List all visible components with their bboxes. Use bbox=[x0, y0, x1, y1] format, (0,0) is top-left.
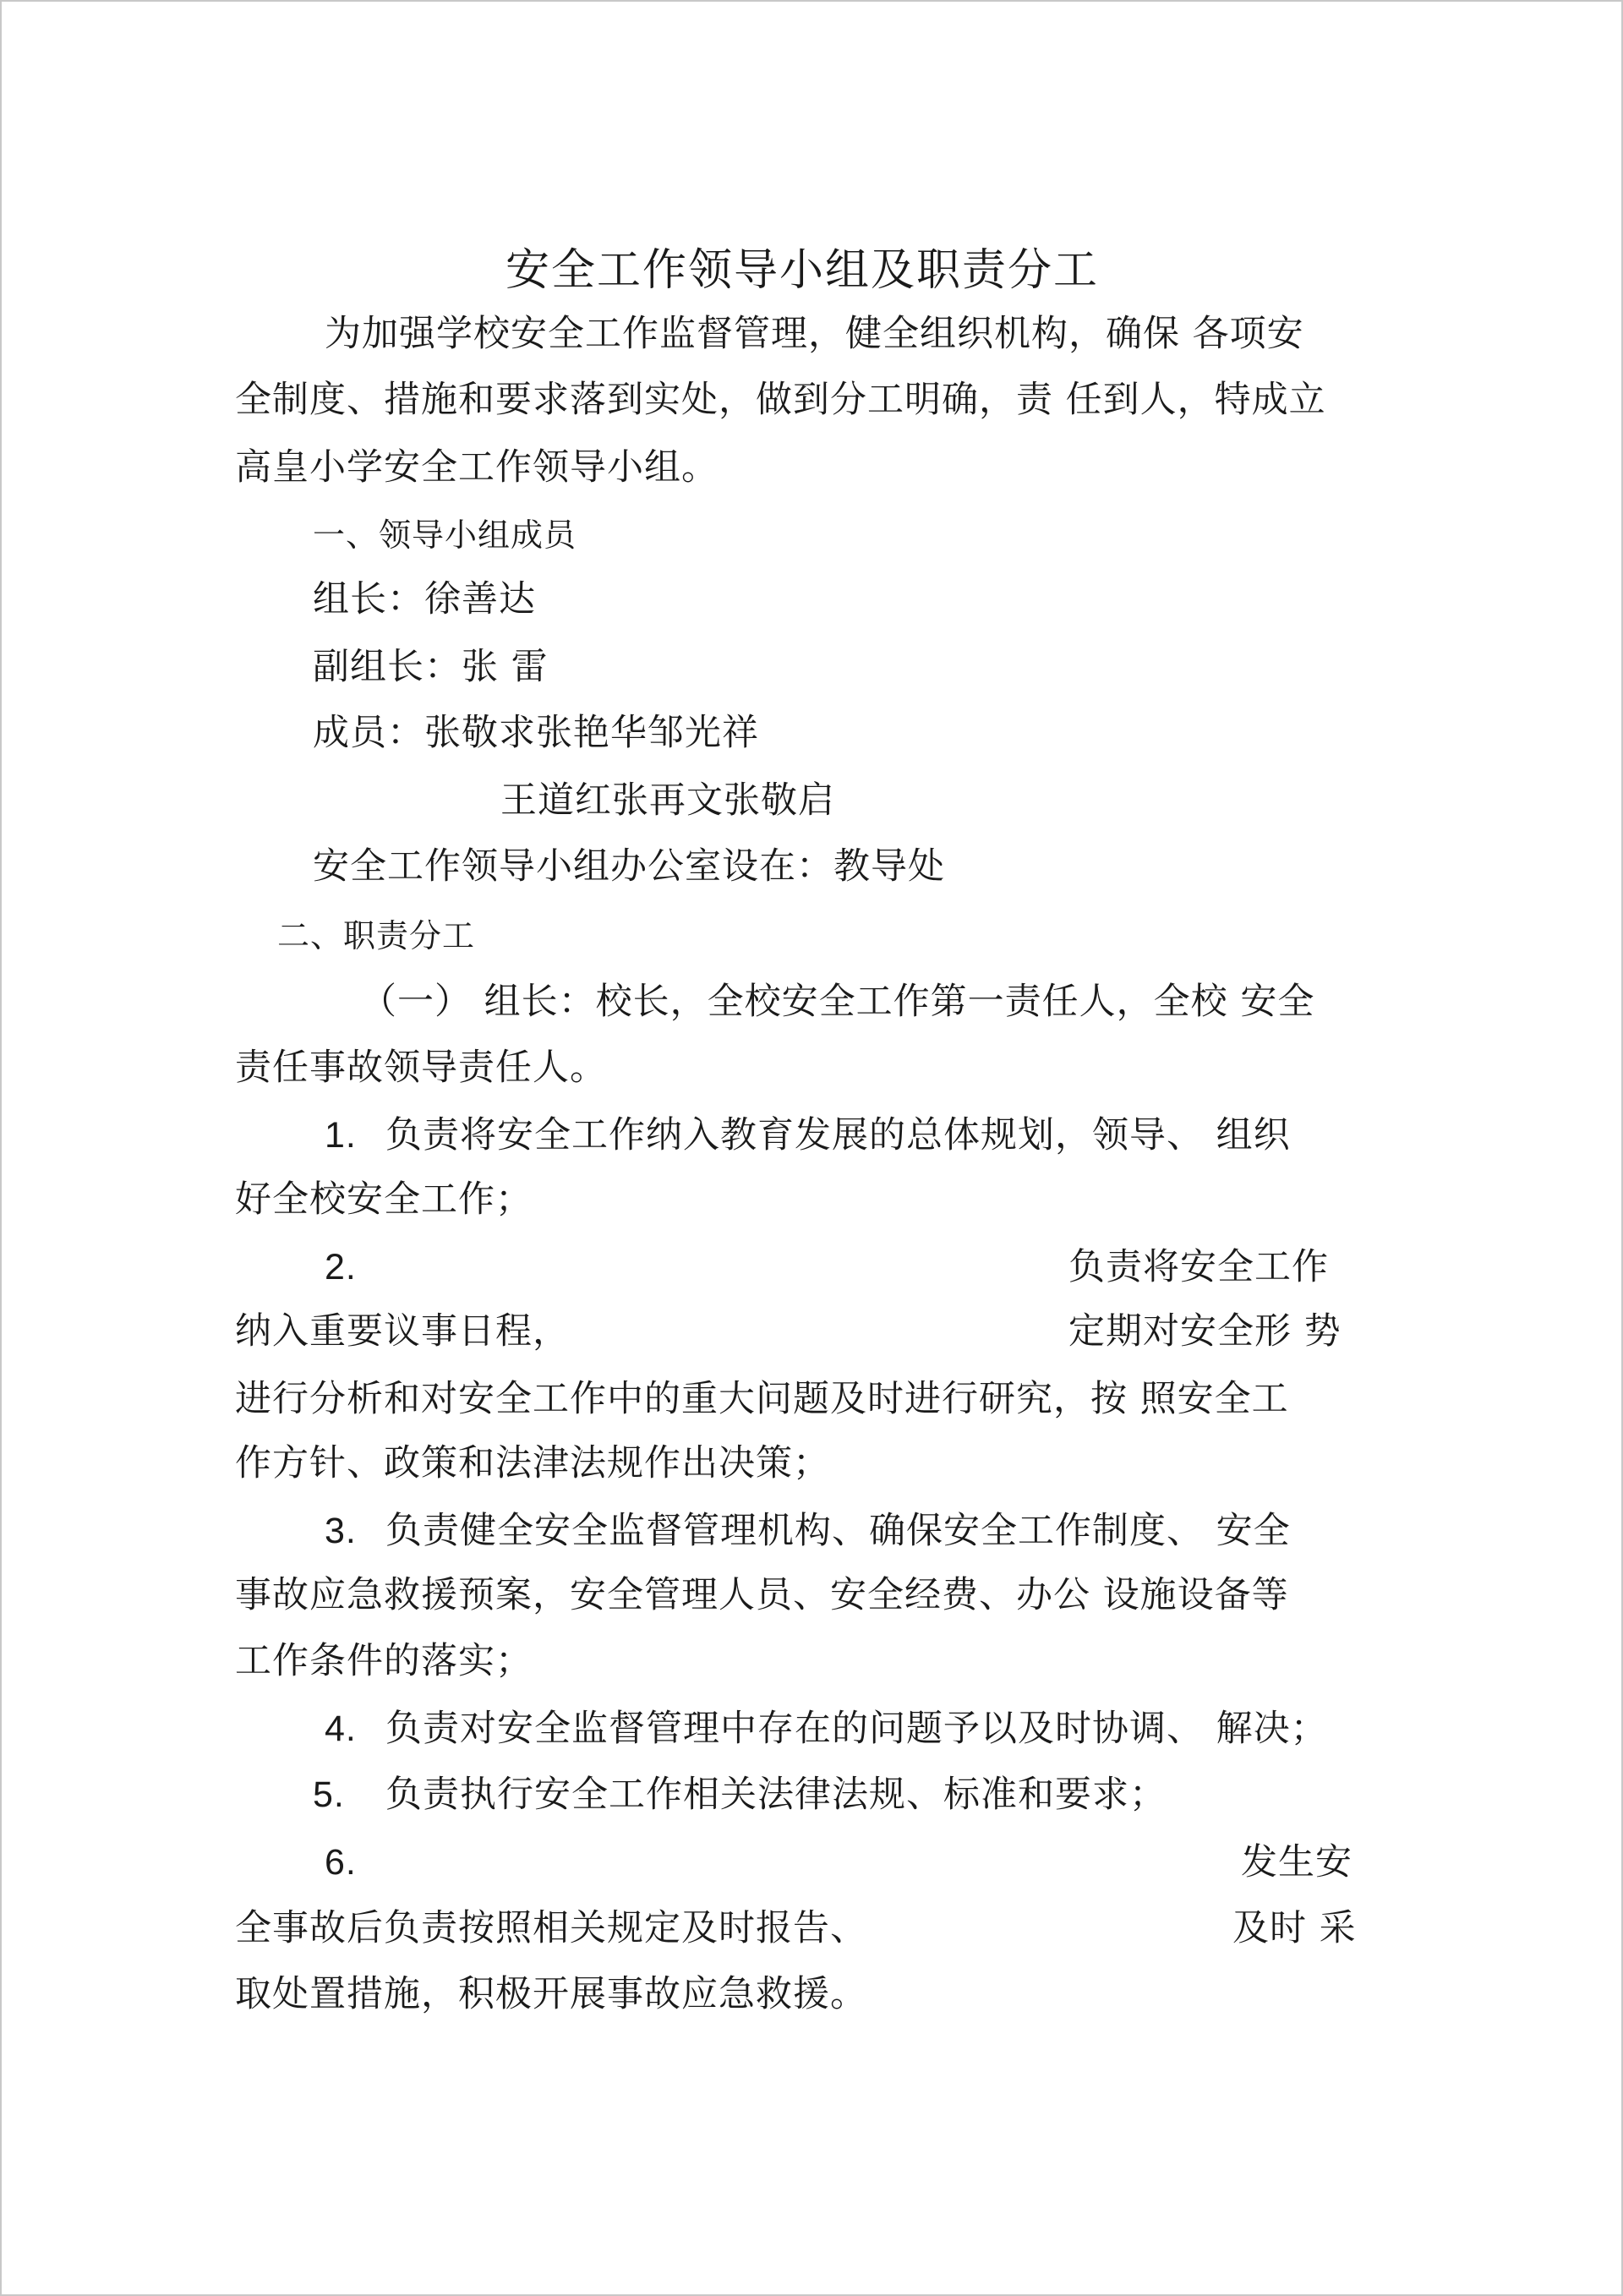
section-1-heading: 一、领导小组成员 bbox=[313, 517, 577, 554]
item-5-number: 5. bbox=[313, 1774, 345, 1815]
item-4-number: 4. bbox=[325, 1708, 357, 1749]
item-3-line-2: 事故应急救援预案，安全管理人员、安全经费、办公 设施设备等 bbox=[235, 1574, 1289, 1616]
section-2-heading: 二、职责分工 bbox=[277, 917, 476, 954]
item-6-number: 6. bbox=[325, 1842, 357, 1883]
item-6-line-1: 发生安 bbox=[1241, 1841, 1352, 1883]
item-2-line-2-left: 纳入重要议事日程， bbox=[235, 1310, 570, 1353]
document-title: 安全工作领导小组及职责分工 bbox=[505, 245, 1100, 296]
duty-leader-line-1: （一） 组长：校长，全校安全工作第一责任人，全校 安全 bbox=[360, 981, 1315, 1023]
group-leader: 组长：徐善达 bbox=[313, 578, 536, 620]
duty-leader-line-2: 责任事故领导责任人。 bbox=[235, 1047, 607, 1089]
item-2-line-1: 负责将安全工作 bbox=[1068, 1246, 1329, 1288]
item-1-line-2: 好全校安全工作； bbox=[235, 1178, 533, 1221]
item-2-line-2-right: 定期对安全形 势 bbox=[1068, 1310, 1342, 1353]
item-1-number: 1. bbox=[325, 1115, 357, 1156]
item-3-line-3: 工作条件的落实； bbox=[235, 1640, 533, 1682]
item-6-line-3: 取处置措施，积极开展事故应急救援。 bbox=[235, 1973, 867, 2015]
item-1-line-1: 负责将安全工作纳入教育发展的总体规划，领导、 组织 bbox=[385, 1114, 1291, 1156]
item-5-line-1: 负责执行安全工作相关法律法规、标准和要求； bbox=[385, 1774, 1167, 1816]
item-2-line-4: 作方针、政策和法津法规作出决策； bbox=[235, 1442, 830, 1484]
members-line-2: 王道红张再文张敬启 bbox=[500, 779, 835, 822]
item-3-line-1: 负责健全安全监督管理机构、确保安全工作制度、 安全 bbox=[385, 1510, 1291, 1552]
intro-line-1: 为加强学校安全工作监督管理，健全组织机构，确保 各项安 bbox=[325, 313, 1304, 355]
item-3-number: 3. bbox=[325, 1511, 357, 1551]
item-6-line-2-right: 及时 采 bbox=[1232, 1907, 1357, 1949]
intro-line-3: 高皇小学安全工作领导小组。 bbox=[235, 446, 719, 489]
deputy-leader: 副组长：张 雷 bbox=[313, 646, 549, 688]
item-6-line-2-left: 全事故后负责按照相关规定及时报告、 bbox=[235, 1907, 867, 1949]
item-2-line-3: 进行分析和对安全工作中的重大问题及时进行研究，按 照安全工 bbox=[235, 1378, 1289, 1420]
item-4-line-1: 负责对安全监督管理中存在的问题予以及时协调、 解决； bbox=[385, 1708, 1328, 1750]
members-line-1: 成员：张敬求张艳华邹光祥 bbox=[313, 712, 759, 754]
item-2-number: 2. bbox=[325, 1247, 357, 1287]
office-location: 安全工作领导小组办公室设在：教导处 bbox=[313, 845, 945, 888]
intro-line-2: 全制度、措施和要求落到实处，做到分工明确，责 任到人，特成立 bbox=[235, 379, 1326, 421]
